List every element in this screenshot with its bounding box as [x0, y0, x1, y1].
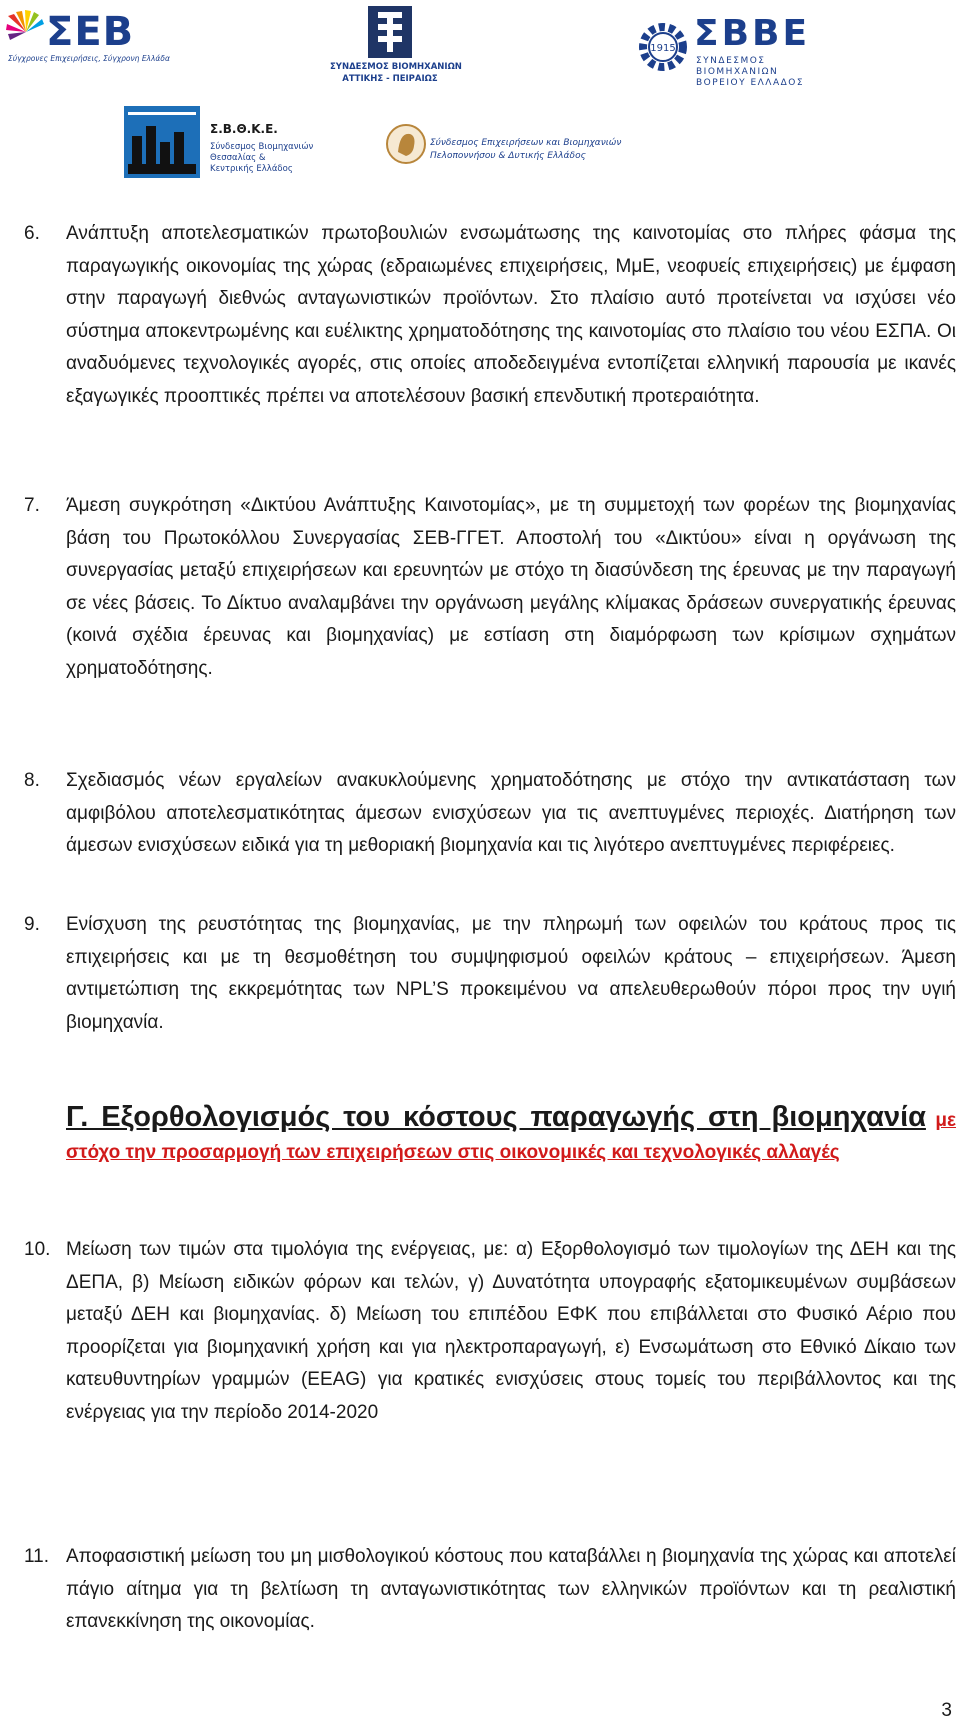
sbbe-logo-sub2: ΒΙΟΜΗΧΑΝΙΩΝ — [696, 67, 779, 77]
item-number: 11. — [24, 1546, 50, 1567]
sbap-logo-line2: ΑΤΤΙΚΗΣ - ΠΕΙΡΑΙΩΣ — [342, 74, 438, 84]
sbbe-logo-sub1: ΣΥΝΔΕΣΜΟΣ — [696, 56, 766, 66]
item-number: 9. — [24, 914, 40, 935]
section-heading — [66, 1097, 956, 1169]
sbap-logo — [330, 6, 462, 84]
sbap-emblem-icon — [368, 6, 412, 58]
sev-logo — [6, 8, 170, 70]
sbbe-logo — [636, 13, 811, 88]
sbbe-gear-icon — [636, 20, 690, 74]
sbap-logo-line1: ΣΥΝΔΕΣΜΟΣ ΒΙΟΜΗΧΑΝΙΩΝ — [330, 62, 462, 72]
item-text: Άμεση συγκρότηση «Δικτύου Ανάπτυξης Καινοτομίας», με τη συμμετοχή των φορέων της βιομηχανίας βάση του Πρωτοκόλλου Συνεργασίας ΣΕΒ-ΓΓΕΤ. Αποστολή του «Δικτύου» είναι η οργάνωση της συνεργασίας μεταξύ επιχειρήσεων και ερευνητών με στόχο τη διασύνδεση της έρευνας με την παραγωγή σε νέες βάσεις. Το Δίκτυο αναλαμβάνει την οργάνωση μεγάλης κλίμακας δράσεων συνεργατικής έρευνας (κοινά σχέδια έρευνας και βιομηχανίας) με εστίαση στη διαμόρφωση των κρίσιμων σχημάτων χρηματοδότησης. — [66, 495, 956, 679]
sevp-logo-line1: Σύνδεσμος Επιχειρήσεων και Βιομηχανιών — [430, 138, 622, 148]
sevp-head-emblem-icon — [386, 122, 426, 166]
item-text: Ανάπτυξη αποτελεσματικών πρωτοβουλιών ενσωμάτωσης της καινοτομίας στο πλήρες φάσμα της παραγωγικής οικονομίας της χώρας (εδραιωμένες επιχειρήσεις, ΜμΕ, νεοφυείς επιχειρήσεις) με έμφαση στην παραγωγή διεθνώς ανταγωνιστικών προϊόντων. Στο πλαίσιο αυτό προτείνεται να ισχύσει νέο σύστημα αποκεντρωμένης και ευέλικτης χρηματοδότησης της καινοτομίας στο πλαίσιο του νέου ΕΣΠΑ. Οι αναδυόμενες τεχνολογικές αγορές, στις οποίες αποδεδειγμένα εντοπίζεται ελληνική παρουσία με ικανές εξαγωγικές προοπτικές πρέπει να αποτελέσουν βασική επενδυτική προτεραιότητα. — [66, 223, 956, 407]
sbbe-year: 1915 — [650, 43, 676, 54]
section-subtitle: με στόχο την προσαρμογή των επιχειρήσεων στις οικονομικές και τεχνολογικές αλλαγές — [66, 1110, 956, 1163]
item-number: 7. — [24, 495, 40, 516]
sbthke-logo-sub3: Κεντρικής Ελλάδος — [210, 164, 293, 174]
item-text: Μείωση των τιμών στα τιμολόγια της ενέργειας, με: α) Εξορθολογισμό των τιμολογίων της ΔΕΗ και της ΔΕΠΑ, β) Μείωση ειδικών φόρων και τελών, γ) Δυνατότητα υπογραφής εξατομικευμένων συμβάσεων μεταξύ ΔΕΗ και βιομηχανίας. δ) Μείωση του επιπέδου ΕΦΚ που επιβάλλεται στο Φυσικό Αέριο που προορίζεται για βιομηχανική χρήση και για ηλεκτροπαραγωγή, ε) Ενσωμάτωση στο Εθνικό Δίκαιο των κατευθυντηρίων γραμμών (ΕΕΑG) για κρατικές ενισχύσεις στους τομείς του περιβάλλοντος και της ενέργειας για την περίοδο 2014-2020 — [66, 1239, 956, 1423]
item-number: 10. — [24, 1239, 51, 1260]
item-number: 6. — [24, 223, 40, 244]
item-number: 8. — [24, 770, 40, 791]
item-text: Σχεδιασμός νέων εργαλείων ανακυκλούμενης χρηματοδότησης με στόχο την αντικατάσταση των αμφιβόλου αποτελεσματικότητας άμεσων ενισχύσεων για τις ανεπτυγμένες περιοχές. Διατήρηση των άμεσων ενισχύσεων ειδικά για τη μεθοριακή βιομηχανία και τις λιγότερο ανεπτυγμένες περιφέρειες. — [66, 770, 956, 857]
sbbe-logo-sub3: ΒΟΡΕΙΟΥ ΕΛΛΑΔΟΣ — [696, 78, 805, 88]
section-title: Γ. Εξορθολογισμός του κόστους παραγωγής στη βιομηχανία — [66, 1101, 926, 1133]
sbthke-factory-icon — [124, 106, 200, 178]
item-text: Αποφασιστική μείωση του μη μισθολογικού κόστους που καταβάλλει η βιομηχανία της χώρας και αποτελεί πάγιο αίτημα για τη βελτίωση τη ανταγωνιστικότητας των ελληνικών προϊόντων και τη ρεαλιστική επανεκκίνηση της οικονομίας. — [66, 1546, 956, 1633]
sbthke-logo — [124, 106, 314, 180]
sbthke-logo-sub2: Θεσσαλίας & — [210, 153, 266, 163]
sbbe-logo-name: ΣΒΒΕ — [694, 13, 811, 54]
sbthke-logo-name: Σ.Β.Θ.Κ.Ε. — [210, 122, 278, 136]
sbthke-logo-sub1: Σύνδεσμος Βιομηχανιών — [210, 142, 314, 152]
sevp-logo-line2: Πελοποννήσου & Δυτικής Ελλάδος — [430, 151, 586, 161]
page-number: 3 — [941, 1700, 952, 1721]
sev-logo-name: ΣΕΒ — [46, 9, 135, 55]
sevp-logo — [386, 118, 626, 168]
sev-logo-tagline: Σύγχρονες Επιχειρήσεις, Σύγχρονη Ελλάδα — [8, 54, 170, 63]
item-text: Ενίσχυση της ρευστότητας της βιομηχανίας, με την πληρωμή των οφειλών του κράτους προς τις επιχειρήσεις και με τη θεσμοθέτηση του συμψηφισμού οφειλών κράτους – επιχειρήσεων. Άμεση αντιμετώπιση της εκκρεμότητας των NPL’S προκειμένου να απελευθερωθούν πόροι προς την υγιή βιομηχανία. — [66, 914, 956, 1033]
sev-burst-icon — [6, 10, 46, 54]
